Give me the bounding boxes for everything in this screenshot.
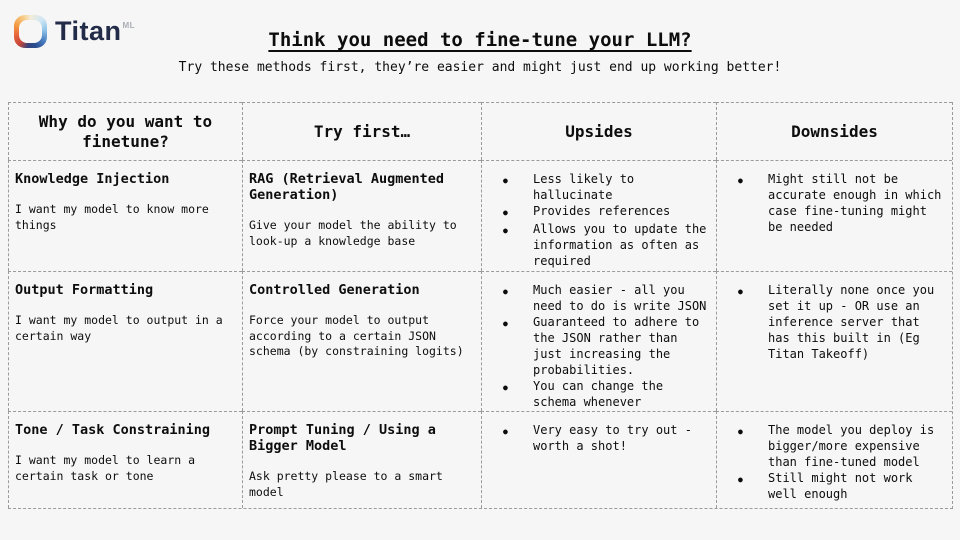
cell-reason-row3 bbox=[8, 411, 242, 508]
cell-reason-row2 bbox=[8, 271, 242, 411]
cell-try-row2 bbox=[242, 271, 481, 411]
try-title: RAG (Retrieval Augmented Generation) bbox=[249, 171, 445, 203]
bullet-icon bbox=[738, 422, 768, 470]
comparison-table bbox=[8, 102, 953, 509]
reason-title: Knowledge Injection bbox=[15, 171, 170, 187]
list-item: ● Very easy to try out - worth a shot! bbox=[482, 422, 712, 454]
reason-title: Output Formatting bbox=[15, 282, 154, 298]
page-subtitle: Try these methods first, they’re easier and might just end up working better! bbox=[178, 60, 782, 75]
column-header-downsides: Downsides bbox=[716, 102, 952, 160]
column-header-upsides: Upsides bbox=[481, 102, 716, 160]
logo-brand-text: Titan bbox=[55, 16, 122, 46]
cell-upsides-row3 bbox=[481, 411, 716, 508]
list-item: ● Might still not be accurate enough in which case fine-tuning might be needed bbox=[717, 171, 948, 235]
reason-desc: I want my model to know more things bbox=[15, 202, 209, 232]
list-item: ● The model you deploy is bigger/more expensive than fine-tuned model bbox=[717, 422, 948, 470]
list-item: ● Guaranteed to adhere to the JSON rather than just increasing the probabilities. bbox=[482, 314, 712, 378]
logo-ml-superscript: ML bbox=[122, 21, 136, 30]
list-item: ● Provides references bbox=[482, 203, 712, 221]
list-item: ● You can change the schema whenever bbox=[482, 378, 712, 410]
cell-upsides-row2 bbox=[481, 271, 716, 411]
downsides-list bbox=[717, 272, 952, 368]
list-item: ● Allows you to update the information as often as required bbox=[482, 221, 712, 269]
try-desc: Force your model to output according to a certain JSON schema (by constraining logits) bbox=[249, 313, 464, 358]
list-item: ● Much easier - all you need to do is write JSON bbox=[482, 282, 712, 314]
bullet-icon bbox=[738, 470, 768, 502]
cell-downsides-row3 bbox=[716, 411, 952, 508]
downsides-list bbox=[717, 412, 952, 508]
bullet-icon bbox=[503, 171, 533, 203]
reason-desc: I want my model to output in a certain way bbox=[15, 313, 223, 343]
cell-try-row1 bbox=[242, 160, 481, 271]
bullet-icon bbox=[503, 314, 533, 378]
bullet-icon bbox=[503, 282, 533, 314]
bullet-icon bbox=[738, 171, 768, 235]
upsides-list bbox=[482, 412, 716, 460]
list-item: ● Still might not work well enough bbox=[717, 470, 948, 502]
reason-title: Tone / Task Constraining bbox=[15, 422, 211, 438]
cell-reason-row1 bbox=[8, 160, 242, 271]
try-desc: Give your model the ability to look-up a knowledge base bbox=[249, 218, 457, 248]
upsides-list bbox=[482, 272, 716, 411]
column-header-try-first: Try first… bbox=[242, 102, 481, 160]
list-item: ● Literally none once you set it up - OR use an inference server that has this built in (Eg Titan Takeoff) bbox=[717, 282, 948, 362]
column-header-reason: Why do you want to finetune? bbox=[8, 102, 242, 160]
cell-try-row3 bbox=[242, 411, 481, 508]
bullet-icon bbox=[738, 282, 768, 362]
try-title: Controlled Generation bbox=[249, 282, 420, 298]
bullet-icon bbox=[503, 378, 533, 410]
try-title: Prompt Tuning / Using a Bigger Model bbox=[249, 422, 436, 454]
bullet-icon bbox=[503, 203, 533, 221]
reason-desc: I want my model to learn a certain task or tone bbox=[15, 453, 196, 483]
page-title: Think you need to fine-tune your LLM? bbox=[268, 29, 692, 51]
try-desc: Ask pretty please to a smart model bbox=[249, 469, 443, 499]
cell-downsides-row1 bbox=[716, 160, 952, 271]
bullet-icon bbox=[503, 422, 533, 454]
downsides-list bbox=[717, 161, 952, 241]
upsides-list bbox=[482, 161, 716, 271]
list-item: ● Less likely to hallucinate bbox=[482, 171, 712, 203]
cell-downsides-row2 bbox=[716, 271, 952, 411]
cell-upsides-row1 bbox=[481, 160, 716, 271]
slide-heading bbox=[0, 29, 960, 76]
bullet-icon bbox=[503, 221, 533, 269]
